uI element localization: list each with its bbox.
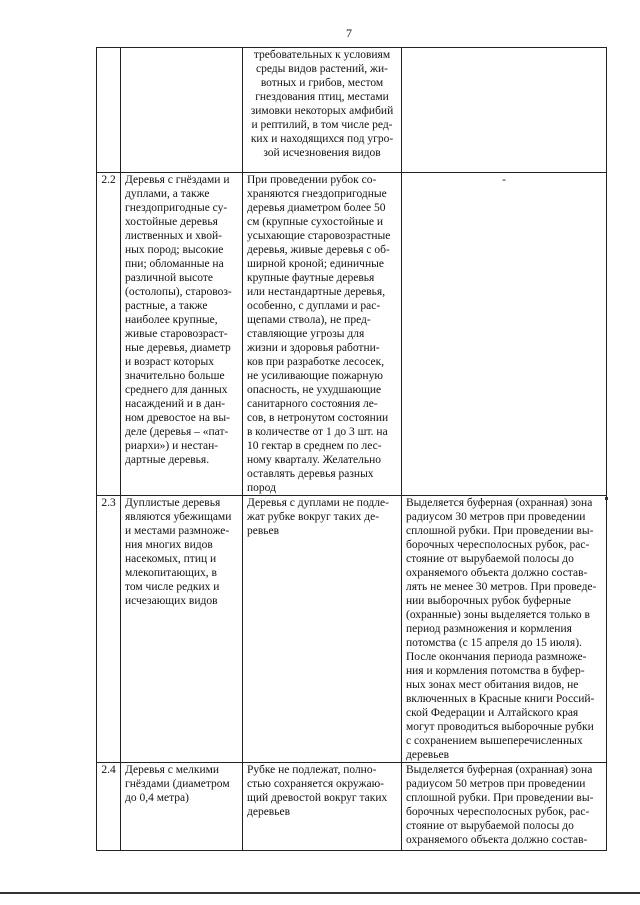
object-text: Деревья с гнёздами и дуплами, а также гнездопригодные су- хостойные деревья лиственных и хвой- ных пород; высокие пни; обломанные на различной высоте (остолопы), старовоз- растные, а также наиболее крупные, живые старовозраст- ные деревья, диаметр и возраст которых значительно больше среднего для данных насаждений и в дан- ном древостое на вы- деле (деревья – «пат- риархи») и нестан- дартные деревья. (125, 174, 232, 466)
table-row (97, 48, 607, 173)
regime-cell (243, 48, 402, 173)
row-number: 2.4 (97, 763, 121, 851)
object-cell (121, 173, 243, 496)
zone-text: Выделяется буферная (охранная) зона радиусом 30 метров при проведении сплошной рубки. При проведении вы- борочных чересполосных рубок, рас- стояние от вырубаемой полосы до охраняемого объекта должно состав- лять не менее 30 метров. При проведе- нии выборочных рубок буферные (охранные) зоны выделяется только в период размножения и кормления потомства (с 15 апреля до 15 июля). После окончания периода размноже- ния и кормления потомства в буфер- ных зонах мест обитания видов, не включенных в Красные книги Россий- ской Федерации и Алтайского края могут проводиться выборочные рубки с сохранением вышеперечисленных деревьев (406, 497, 597, 761)
regime-text: Деревья с дуплами не подле- жат рубке вокруг таких де- ревьев (247, 497, 389, 537)
table-row (97, 173, 607, 496)
row-number: 2.2 (97, 173, 121, 496)
object-cell (121, 496, 243, 763)
table-row (97, 496, 607, 763)
zone-text: Выделяется буферная (охранная) зона радиусом 50 метров при проведении сплошной рубки. При проведении вы- борочных чересполосных рубок, рас- стояние от вырубаемой полосы до охраняемого объекта должно состав- (406, 764, 594, 846)
bottom-edge-line (0, 892, 640, 894)
zone-cell (402, 48, 607, 173)
regime-cell (243, 173, 402, 496)
scan-mark (605, 497, 608, 500)
zone-text: - (502, 174, 506, 186)
zone-cell (402, 496, 607, 763)
zone-cell (402, 763, 607, 851)
regime-text: Рубке не подлежат, полно- стью сохраняется окружаю- щий древостой вокруг таких деревьев (247, 764, 388, 818)
object-cell (121, 48, 243, 173)
regime-cell (243, 496, 402, 763)
page-number: 7 (346, 26, 352, 40)
regulations-table (96, 47, 607, 851)
object-text: Деревья с мелкими гнёздами (диаметром до 0,4 метра) (125, 764, 230, 804)
object-text: Дуплистые деревья являются убежищами и местами размноже- ния многих видов насекомых, птиц и млекопитающих, в том числе редких и исчезающих видов (125, 497, 232, 607)
row-number (97, 48, 121, 173)
regime-text: требовательных к условиям среды видов растений, жи- вотных и грибов, местом гнездования птиц, местами зимовки некоторых амфибий и рептилий, в том числе ред- ких и находящихся под угро- зой исчезновения видов (250, 49, 394, 159)
row-number: 2.3 (97, 496, 121, 763)
zone-cell (402, 173, 607, 496)
regime-cell (243, 763, 402, 851)
table-row (97, 763, 607, 851)
object-cell (121, 763, 243, 851)
regime-text: При проведении рубок со- храняются гнездопригодные деревья диаметром более 50 см (крупные сухостойные и усыхающие старовозрастные деревья, живые деревья с об- ширной кроной; единичные крупные фаутные деревья или нестандартные деревья, особенно, с дуплами и рас- щепами ствола), не пред- ставляющие угрозы для жизни и здоровья работни- ков при разработке лесосек, не усиливающие пожарную опасность, не ухудшающие санитарного состояния ле- сов, в нетронутом состоянии в количестве от 1 до 3 шт. на 10 гектар в среднем по лес- ному кварталу. Желательно оставлять деревья разных пород (247, 174, 391, 494)
